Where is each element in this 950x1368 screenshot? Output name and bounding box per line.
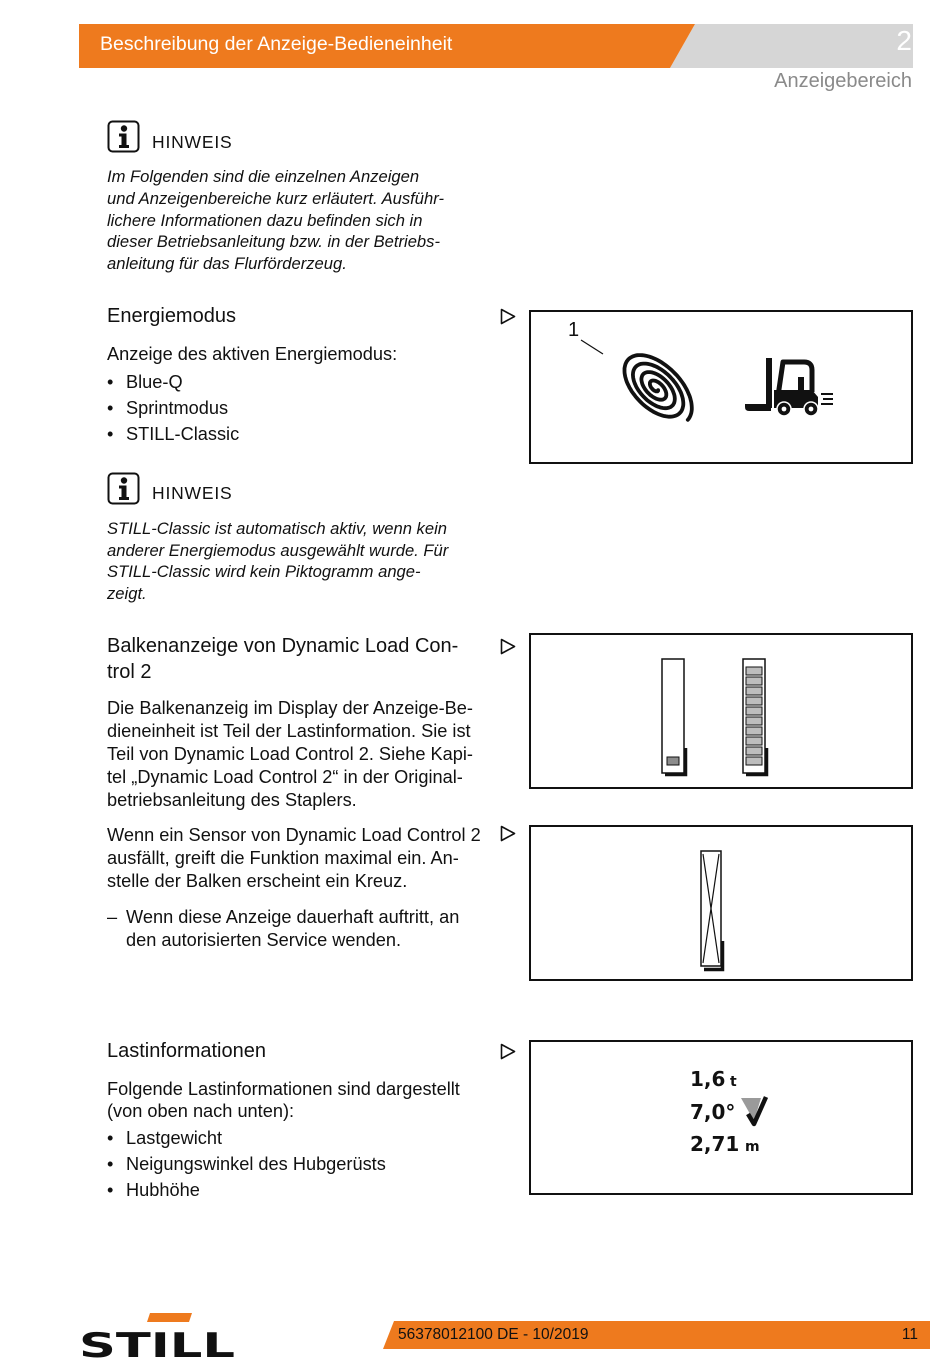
- section-heading-load-info: Lastinformationen: [107, 1040, 266, 1062]
- load-bar-indicator-low: [662, 659, 686, 775]
- dash-marker: –: [107, 906, 118, 927]
- list-item: [107, 397, 487, 423]
- note-line: und Anzeigenbereiche kurz erläutert. Ausführ-: [107, 188, 444, 208]
- list-item: [107, 1179, 487, 1205]
- bar-segment: [746, 697, 762, 705]
- load-info-list: [107, 1127, 487, 1205]
- bar-segment: [746, 757, 762, 765]
- paragraph-line: (von oben nach unten):: [107, 1101, 295, 1121]
- figure-callout: 1: [568, 319, 580, 341]
- bullet: •: [107, 423, 114, 444]
- bar-segment: [746, 737, 762, 745]
- note-label: HINWEIS: [152, 483, 233, 503]
- paragraph-line: Teil von Dynamic Load Control 2. Siehe Kapi-: [107, 743, 473, 764]
- note-label: HINWEIS: [152, 132, 233, 152]
- paragraph-line: tel „Dynamic Load Control 2“ in der Original-: [107, 766, 463, 787]
- triangle-right-icon: [500, 308, 516, 325]
- figure-frame: [530, 311, 912, 463]
- load-info-figure: [529, 1040, 913, 1195]
- bar-segment: [746, 747, 762, 755]
- dlc-description: [107, 697, 473, 812]
- section-title: Anzeigebereich: [774, 70, 912, 92]
- dlc-sensor-text: [107, 824, 481, 893]
- paragraph-line: stelle der Balken erscheint ein Kreuz.: [107, 870, 408, 891]
- still-logo: [79, 1310, 237, 1360]
- note-line: anleitung für das Flurförderzeug.: [107, 254, 347, 274]
- bar-segment: [746, 667, 762, 675]
- load-bar-indicator-full: [743, 659, 767, 775]
- load-weight-unit: t: [730, 1074, 737, 1090]
- paragraph-line: Wenn diese Anzeige dauerhaft auftritt, an: [126, 906, 460, 927]
- paragraph-line: Folgende Lastinformationen sind dargestellt: [107, 1079, 460, 1099]
- paragraph-line: dieneinheit ist Teil der Lastinformation. Sie ist: [107, 720, 471, 741]
- note-text: [107, 166, 444, 275]
- bullet: •: [107, 1127, 114, 1148]
- logo-stripe: [147, 1313, 192, 1322]
- header-title: Beschreibung der Anzeige-Bedieneinheit: [100, 33, 453, 55]
- section-heading-energy-mode: Energiemodus: [107, 305, 236, 327]
- energy-mode-figure: [529, 310, 913, 464]
- bar-segments: [667, 757, 679, 765]
- list-item-text: Sprintmodus: [126, 397, 229, 418]
- note-line: STILL-Classic wird kein Piktogramm ange-: [107, 562, 421, 581]
- section-heading-dynamic-load-control: [107, 633, 458, 685]
- mast-tilt-value: 7,0°: [690, 1100, 736, 1124]
- sensor-fault-cross-icon: [701, 851, 723, 970]
- bullet: •: [107, 1179, 114, 1200]
- info-icon: [107, 472, 140, 505]
- bullet: •: [107, 371, 114, 392]
- bar-segment: [746, 707, 762, 715]
- note-line: zeigt.: [107, 583, 147, 603]
- page-number: 11: [901, 1326, 918, 1343]
- load-info-intro: [107, 1078, 460, 1122]
- lift-height-unit: m: [745, 1139, 760, 1155]
- list-item-text: Hubhöhe: [126, 1179, 200, 1200]
- action-text: [126, 906, 459, 952]
- bar-segment: [746, 687, 762, 695]
- bar-segment: [746, 717, 762, 725]
- paragraph-line: Wenn ein Sensor von Dynamic Load Control 2: [107, 824, 481, 845]
- list-item-text: Lastgewicht: [126, 1127, 223, 1148]
- list-item: [107, 371, 487, 397]
- header-chapter-tab: [670, 24, 913, 68]
- triangle-right-icon: [500, 638, 516, 655]
- paragraph-line: ausfällt, greift die Funktion maximal ein. An-: [107, 847, 459, 868]
- info-icon: [107, 120, 140, 153]
- heading-line: trol 2: [107, 661, 152, 683]
- triangle-right-icon: [500, 1043, 516, 1060]
- bar-segment: [746, 677, 762, 685]
- load-bar-figure: [529, 633, 913, 789]
- lift-height-value: 2,71: [690, 1132, 740, 1156]
- note-text: [107, 518, 448, 604]
- heading-line: Balkenanzeige von Dynamic Load Con-: [107, 635, 459, 657]
- load-weight-value: 1,6: [690, 1067, 726, 1091]
- list-item: [107, 1127, 487, 1153]
- paragraph-line: Die Balkenanzeig im Display der Anzeige-Be-: [107, 697, 473, 718]
- logo-wordmark: STILL: [79, 1326, 235, 1360]
- list-item-text: Blue-Q: [126, 371, 183, 392]
- note-line: STILL-Classic ist automatisch aktiv, wenn kein: [107, 519, 447, 538]
- chapter-number: 2: [896, 25, 912, 56]
- list-item: [107, 1153, 487, 1179]
- energy-mode-list: [107, 371, 487, 449]
- list-item-text: Neigungswinkel des Hubgerüsts: [126, 1153, 386, 1174]
- bar-segment: [746, 727, 762, 735]
- note-line: dieser Betriebsanleitung bzw. in der Betriebs-: [107, 232, 440, 252]
- triangle-right-icon: [500, 825, 516, 842]
- list-item: [107, 423, 487, 449]
- figure-frame: [530, 634, 912, 788]
- paragraph-line: den autorisierten Service wenden.: [126, 929, 401, 950]
- note-line: anderer Energiemodus ausgewählt wurde. Für: [107, 540, 449, 560]
- note-line: lichere Informationen dazu befinden sich in: [107, 210, 423, 230]
- paragraph-line: betriebsanleitung des Staplers.: [107, 789, 357, 810]
- bullet: •: [107, 397, 114, 418]
- document-number: 56378012100 DE - 10/2019: [398, 1326, 589, 1343]
- energy-mode-intro: Anzeige des aktiven Energiemodus:: [107, 343, 398, 364]
- list-item-text: STILL-Classic: [126, 423, 240, 444]
- sensor-fault-figure: [529, 825, 913, 981]
- bullet: •: [107, 1153, 114, 1174]
- note-line: Im Folgenden sind die einzelnen Anzeigen: [107, 167, 420, 186]
- bar-segment: [667, 757, 679, 765]
